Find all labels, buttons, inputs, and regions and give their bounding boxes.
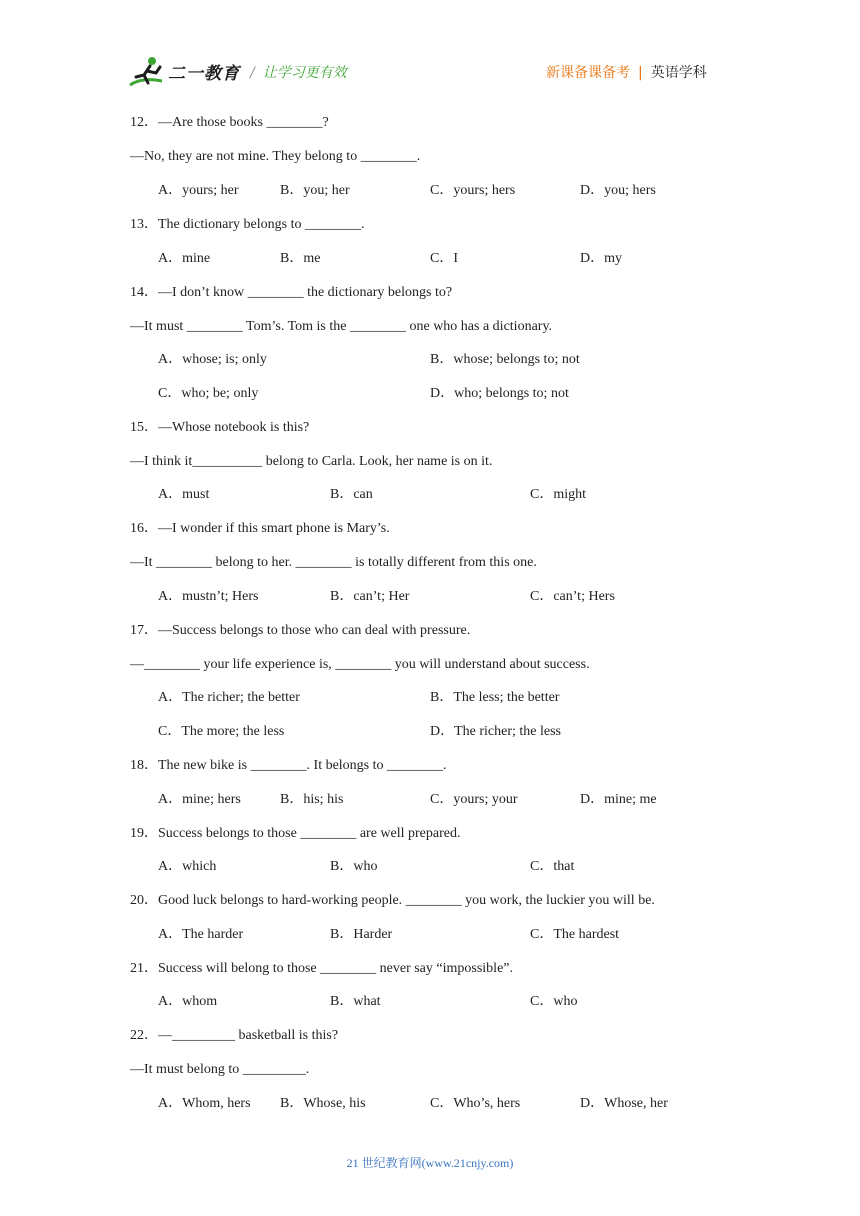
- answer-option[interactable]: D．mine; me: [580, 792, 657, 807]
- answer-option[interactable]: D．my: [580, 251, 622, 266]
- answer-option[interactable]: B．who: [330, 859, 378, 874]
- answer-option[interactable]: A．mine; hers: [158, 792, 241, 807]
- answer-option[interactable]: A．mine: [158, 251, 211, 266]
- question-response-line: —No, they are not mine. They belong to ________.: [130, 149, 421, 164]
- slogan: / 让学习更有效: [250, 65, 347, 81]
- answer-option[interactable]: D．The richer; the less: [430, 724, 562, 739]
- question-response-line: —I think it__________ belong to Carla. Look, her name is on it.: [130, 454, 493, 469]
- question-stem: 16．—I wonder if this smart phone is Mary’s.: [130, 521, 390, 536]
- answer-option[interactable]: C．can’t; Hers: [530, 589, 615, 604]
- question-stem: 13．The dictionary belongs to ________.: [130, 217, 365, 232]
- answer-option[interactable]: A．mustn’t; Hers: [158, 589, 259, 604]
- answer-option[interactable]: B．The less; the better: [430, 690, 560, 705]
- answer-option[interactable]: B．Harder: [330, 927, 393, 942]
- question-stem: 21．Success will belong to those ________ never say “impossible”.: [130, 961, 513, 976]
- answer-option[interactable]: A．whose; is; only: [158, 352, 267, 367]
- answer-option[interactable]: B．me: [280, 251, 321, 266]
- runner-logo-icon: [128, 55, 170, 89]
- answer-option[interactable]: B．you; her: [280, 183, 350, 198]
- answer-option[interactable]: C．might: [530, 487, 587, 502]
- answer-option[interactable]: A．The harder: [158, 927, 244, 942]
- answer-option[interactable]: B．can: [330, 487, 373, 502]
- subject-label: 英语学科: [650, 65, 707, 81]
- question-stem: 14．—I don’t know ________ the dictionary belongs to?: [130, 285, 453, 300]
- question-response-line: —It must ________ Tom’s. Tom is the ________ one who has a dictionary.: [130, 319, 553, 334]
- answer-option[interactable]: A．must: [158, 487, 210, 502]
- answer-option[interactable]: C．The hardest: [530, 927, 620, 942]
- answer-option[interactable]: D．Whose, her: [580, 1096, 668, 1111]
- logo: [128, 55, 248, 91]
- answer-option[interactable]: A．Whom, hers: [158, 1096, 251, 1111]
- answer-option[interactable]: A．whom: [158, 994, 218, 1009]
- question-stem: 20．Good luck belongs to hard-working people. ________ you work, the luckier you will be.: [130, 893, 655, 908]
- answer-option[interactable]: C．that: [530, 859, 575, 874]
- question-stem: 18．The new bike is ________. It belongs to ________.: [130, 758, 447, 773]
- answer-option[interactable]: C．yours; your: [430, 792, 518, 807]
- question-stem: 19．Success belongs to those ________ are well prepared.: [130, 826, 461, 841]
- course-label: 新课备课备考: [546, 65, 630, 81]
- answer-option[interactable]: C．I: [430, 251, 458, 266]
- answer-option[interactable]: B．Whose, his: [280, 1096, 366, 1111]
- answer-option[interactable]: A．which: [158, 859, 217, 874]
- answer-option[interactable]: C．yours; hers: [430, 183, 516, 198]
- answer-option[interactable]: B．can’t; Her: [330, 589, 410, 604]
- question-response-line: —It ________ belong to her. ________ is totally different from this one.: [130, 555, 537, 570]
- question-stem: 22．—_________ basketball is this?: [130, 1028, 339, 1043]
- question-response-line: —It must belong to _________.: [130, 1062, 310, 1077]
- answer-option[interactable]: C．Who’s, hers: [430, 1096, 521, 1111]
- answer-option[interactable]: B．his; his: [280, 792, 344, 807]
- question-stem: 12．—Are those books ________?: [130, 115, 329, 130]
- answer-option[interactable]: B．what: [330, 994, 381, 1009]
- answer-option[interactable]: B．whose; belongs to; not: [430, 352, 580, 367]
- footer: 21 世纪教育网(www.21cnjy.com): [346, 1156, 514, 1170]
- question-response-line: —________ your life experience is, ________ you will understand about success.: [130, 657, 590, 672]
- header-separator: |: [638, 65, 643, 81]
- answer-option[interactable]: A．yours; her: [158, 183, 239, 198]
- answer-option[interactable]: C．who: [530, 994, 578, 1009]
- brand-name: 二一教育: [168, 64, 240, 84]
- header-right: [546, 62, 707, 82]
- question-stem: 15．—Whose notebook is this?: [130, 420, 310, 435]
- answer-option[interactable]: C．The more; the less: [158, 724, 285, 739]
- answer-option[interactable]: C．who; be; only: [158, 386, 259, 401]
- answer-option[interactable]: D．who; belongs to; not: [430, 386, 569, 401]
- answer-option[interactable]: D．you; hers: [580, 183, 656, 198]
- question-stem: 17．—Success belongs to those who can deal with pressure.: [130, 623, 471, 638]
- page-header: [0, 0, 860, 100]
- answer-option[interactable]: A．The richer; the better: [158, 690, 300, 705]
